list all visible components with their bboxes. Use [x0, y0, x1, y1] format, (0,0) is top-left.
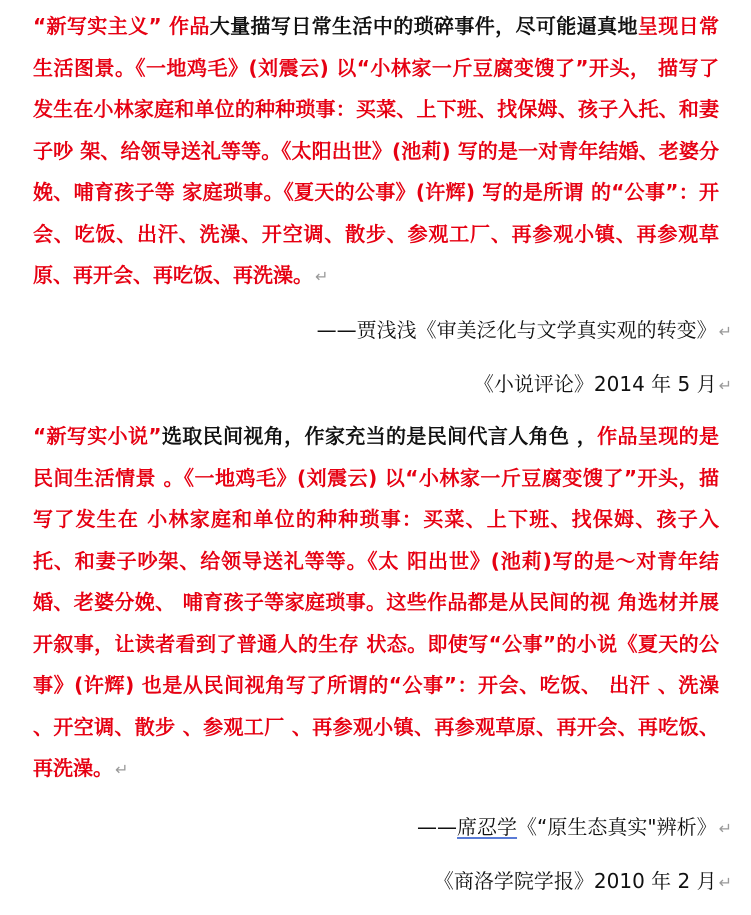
paragraph-mark: ↵: [718, 819, 732, 838]
paragraph-2-body: 作品呈现的是民间生活情景 。《一地鸡毛》(刘震云) 以“小林家一斤豆腐变馊了”开头，描写了发生在 小林家庭和单位的种种琐事：买菜、上下班、找保姆、孩子入托、和妻子吵架、给领导送礼等等。《太 阳出世》(池莉)写的是～对青年结婚、老婆分娩、 哺育孩子等家庭琐事。这些作品都是从民间的视 角选材并展开叙事，让读者看到了普通人的生存 状态。即使写“公事”的小说《夏天的公事》(许辉) 也是从民间视角写了所谓的“公事”：开会、吃饭、 出汗 、洗澡 、开空调、散步 、参观工厂 、再参观小镇、再参观草原、再开会、再吃饭、再洗澡。: [33, 424, 719, 780]
paragraph-2-term: “新写实小说”: [33, 424, 162, 448]
citation-1-source: [474, 369, 732, 401]
citation-1-source-text: 《小说评论》2014 年 5 月: [473, 372, 717, 396]
citation-2-author-prefix: ——: [417, 815, 458, 839]
paragraph-mark: ↵: [115, 760, 129, 779]
paragraph-1-body: 呈现日常生活图景。《一地鸡毛》(刘震云) 以“小林家一斤豆腐变馊了”开头， 描写了发生在小林家庭和单位的种种琐事：买菜、上下班、找保姆、孩子入托、和妻子吵 架、给领导送礼等等。《太阳出世》(池莉) 写的是一对青年结婚、老婆分娩、哺育孩子等 家庭琐事。《夏天的公事》(许辉) 写的是所谓 的“公事”：开会、吃饭、出汗、洗澡、开空调、散步、参观工厂、再参观小镇、再参观草原、再开会、再吃饭、再洗澡。: [33, 14, 720, 287]
paragraph-1-term: “新写实主义” 作品: [33, 14, 210, 38]
paragraph-mark: ↵: [718, 322, 732, 341]
citation-1-author-text: ——贾浅浅《审美泛化与文学真实观的转变》: [316, 318, 717, 342]
citation-2-source-text: 《商洛学院学报》2010 年 2 月: [433, 869, 717, 893]
citation-1-author: [317, 315, 732, 347]
citation-2-author-title: 《“原生态真实"辨析》: [517, 815, 717, 839]
paragraph-mark: ↵: [718, 376, 732, 395]
citation-2-author-name: 席忍学: [457, 815, 518, 839]
paragraph-2-lead: 选取民间视角，作家充当的是民间代言人角色 ，: [161, 424, 598, 448]
paragraph-1: [33, 6, 719, 298]
paragraph-2: [33, 416, 719, 791]
citation-2-author: [417, 812, 732, 844]
paragraph-1-lead: 大量描写日常生活中的琐碎事件，尽可能逼真地: [209, 14, 638, 38]
paragraph-mark: ↵: [718, 873, 732, 892]
citation-2-source: [434, 866, 732, 898]
paragraph-mark: ↵: [315, 267, 329, 286]
